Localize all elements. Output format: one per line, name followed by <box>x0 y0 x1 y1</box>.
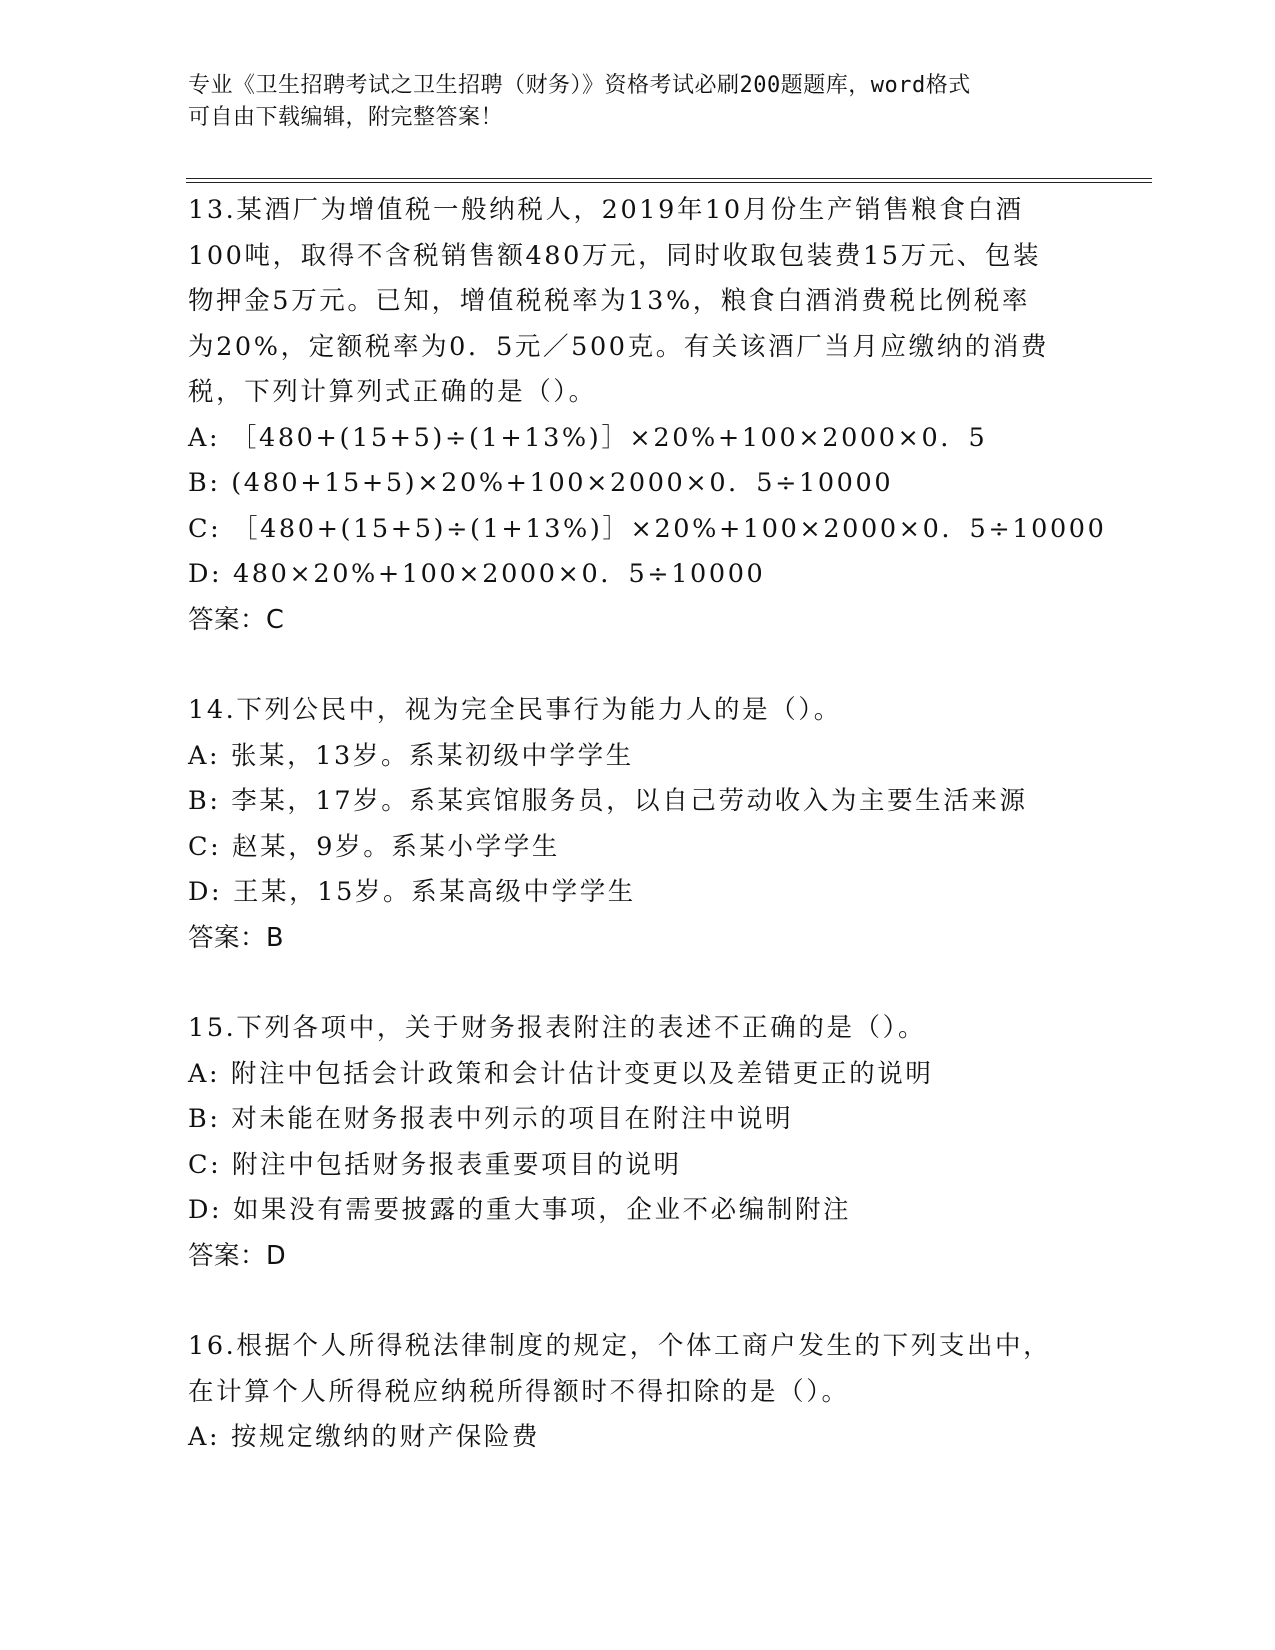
question-13 <box>188 188 1107 643</box>
question-spacer <box>188 961 1088 1006</box>
document-header <box>188 70 1088 134</box>
header-divider <box>186 178 1152 179</box>
question-spacer <box>188 1279 1088 1324</box>
question-stem-line: 物押金5万元。已知，增值税税率为13%，粮食白酒消费税比例税率 <box>188 286 1031 316</box>
option-d: D: 如果没有需要披露的重大事项，企业不必编制附注 <box>188 1195 852 1225</box>
question-stem-line: 13.某酒厂为增值税一般纳税人，2019年10月份生产销售粮食白酒 <box>188 195 1024 225</box>
question-stem-line: 税，下列计算列式正确的是（）。 <box>188 377 597 407</box>
header-line-1: 专业《卫生招聘考试之卫生招聘（财务）》资格考试必刷200题题库，word格式 <box>188 73 971 98</box>
question-16 <box>188 1324 1088 1461</box>
question-stem-line: 14.下列公民中，视为完全民事行为能力人的是（）。 <box>188 695 842 725</box>
option-a: A: ［480+(15+5)÷(1+13%)］×20%+100×2000×0．5 <box>188 422 988 453</box>
header-line-2: 可自由下载编辑，附完整答案！ <box>188 105 504 130</box>
question-stem-line: 在计算个人所得税应纳税所得额时不得扣除的是（）。 <box>188 1376 850 1407</box>
question-stem-line: 16.根据个人所得税法律制度的规定，个体工商户发生的下列支出中， <box>188 1331 1052 1361</box>
option-c: C: 附注中包括财务报表重要项目的说明 <box>188 1149 682 1180</box>
question-15 <box>188 1006 1088 1279</box>
header-divider-secondary <box>186 182 1152 183</box>
option-c: C: ［480+(15+5)÷(1+13%)］×20%+100×2000×0．5÷10000 <box>188 513 1107 544</box>
question-stem-line: 100吨，取得不含税销售额480万元，同时收取包装费15万元、包装 <box>188 240 1042 271</box>
option-b: B: 李某，17岁。系某宾馆服务员，以自己劳动收入为主要生活来源 <box>188 786 1028 816</box>
option-b: B: (480+15+5)×20%+100×2000×0．5÷10000 <box>188 468 894 498</box>
question-14 <box>188 688 1088 961</box>
answer-line: 答案：D <box>188 1240 287 1271</box>
question-list <box>188 188 1107 1461</box>
option-d: D: 480×20%+100×2000×0．5÷10000 <box>188 559 766 589</box>
question-stem-line: 15.下列各项中，关于财务报表附注的表述不正确的是（）。 <box>188 1013 927 1043</box>
answer-line: 答案：B <box>188 922 284 953</box>
option-c: C: 赵某，9岁。系某小学学生 <box>188 831 560 862</box>
question-spacer <box>188 643 1088 688</box>
answer-line: 答案：C <box>188 604 285 635</box>
option-a: A: 按规定缴纳的财产保险费 <box>188 1422 541 1452</box>
option-a: A: 附注中包括会计政策和会计估计变更以及差错更正的说明 <box>188 1058 934 1089</box>
option-d: D: 王某，15岁。系某高级中学学生 <box>188 877 636 907</box>
question-stem-line: 为20%，定额税率为0．5元／500克。有关该酒厂当月应缴纳的消费 <box>188 331 1050 362</box>
option-a: A: 张某，13岁。系某初级中学学生 <box>188 740 634 771</box>
option-b: B: 对未能在财务报表中列示的项目在附注中说明 <box>188 1104 794 1134</box>
